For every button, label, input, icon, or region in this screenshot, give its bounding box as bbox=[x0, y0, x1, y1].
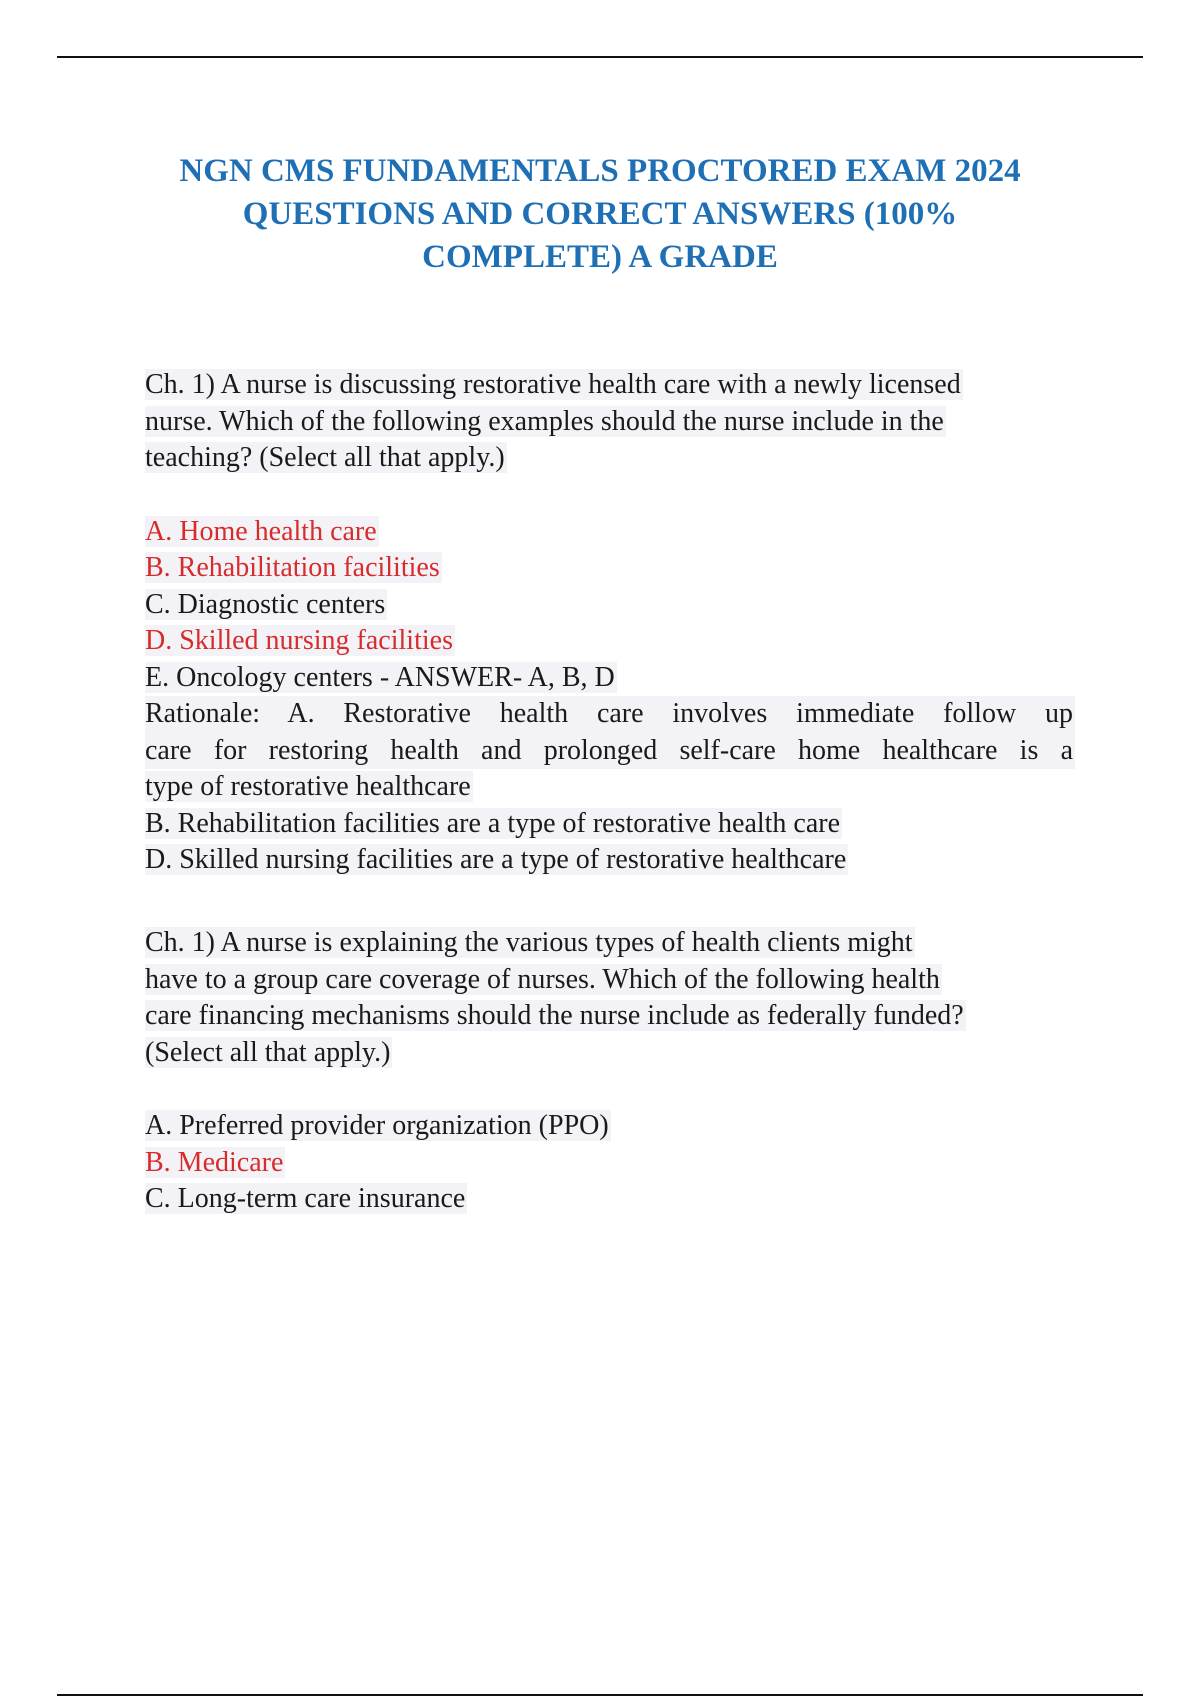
question-1-option-c: C. Diagnostic centers bbox=[145, 588, 386, 620]
title-line-1: NGN CMS FUNDAMENTALS PROCTORED EXAM 2024 bbox=[179, 153, 1021, 189]
question-1-option-e-answer: E. Oncology centers - ANSWER- A, B, D bbox=[145, 661, 615, 693]
question-2-options bbox=[145, 1108, 1090, 1218]
question-1 bbox=[145, 367, 1090, 879]
question-1-rationale bbox=[145, 696, 1075, 879]
question-2-stem-line-1: Ch. 1) A nurse is explaining the various types of health clients might bbox=[145, 927, 913, 958]
question-1-stem-line-1: Ch. 1) A nurse is discussing restorative health care with a newly licensed bbox=[145, 369, 961, 400]
question-2-stem-line-2: have to a group care coverage of nurses. Which of the following health bbox=[145, 963, 940, 995]
question-2-stem-line-4: (Select all that apply.) bbox=[145, 1036, 391, 1068]
footer-rule bbox=[57, 1694, 1143, 1696]
question-1-option-a: A. Home health care bbox=[145, 515, 377, 547]
question-2 bbox=[145, 925, 1090, 1218]
question-1-options bbox=[145, 514, 1090, 697]
question-1-option-d: D. Skilled nursing facilities bbox=[145, 625, 453, 656]
title-line-3: COMPLETE) A GRADE bbox=[422, 239, 778, 275]
title-line-2: QUESTIONS AND CORRECT ANSWERS (100% bbox=[242, 196, 958, 232]
rationale-line-1: Rationale: A. Restorative health care involves immediate follow up bbox=[145, 696, 1075, 733]
header-rule bbox=[57, 56, 1143, 58]
question-1-option-b: B. Rehabilitation facilities bbox=[145, 552, 440, 583]
rationale-line-5: D. Skilled nursing facilities are a type of restorative healthcare bbox=[145, 844, 847, 875]
question-2-option-c: C. Long-term care insurance bbox=[145, 1183, 466, 1214]
question-2-stem-line-3: care financing mechanisms should the nurse include as federally funded? bbox=[145, 1000, 964, 1031]
rationale-line-2: care for restoring health and prolonged self-care home healthcare is a bbox=[145, 733, 1075, 770]
question-1-stem-line-2: nurse. Which of the following examples should the nurse include in the bbox=[145, 405, 944, 437]
question-1-stem bbox=[145, 367, 1090, 477]
question-2-stem bbox=[145, 925, 1090, 1071]
rationale-line-4: B. Rehabilitation facilities are a type of restorative health care bbox=[145, 807, 841, 839]
question-2-option-a: A. Preferred provider organization (PPO) bbox=[145, 1110, 609, 1141]
document-title bbox=[100, 150, 1100, 279]
rationale-line-3: type of restorative healthcare bbox=[145, 771, 471, 802]
question-2-option-b: B. Medicare bbox=[145, 1146, 284, 1178]
question-1-stem-line-3: teaching? (Select all that apply.) bbox=[145, 442, 505, 473]
